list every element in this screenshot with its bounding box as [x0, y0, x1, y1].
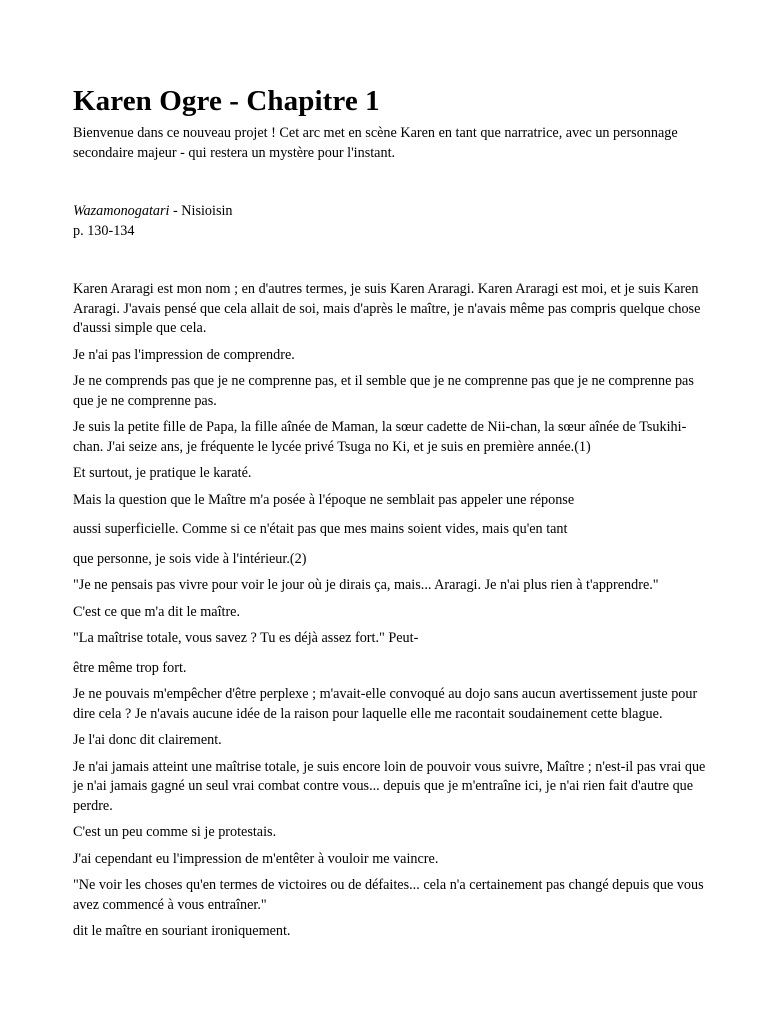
paragraph: Je l'ai donc dit clairement. [73, 732, 222, 748]
source-author: Nisioisin [181, 203, 233, 219]
paragraph: Je ne pouvais m'empêcher d'être perplexe ; m'avait-elle convoqué au dojo sans aucun avertissement juste pour dire cela ? Je n'avais aucune idée de la raison pour laquelle elle me racontait soudainement cette blague. [73, 686, 698, 722]
paragraph: Et surtout, je pratique le karaté. [73, 465, 252, 481]
paragraph: être même trop fort. [73, 659, 187, 676]
page-title: Karen Ogre - Chapitre 1 [73, 85, 380, 117]
paragraph: aussi superficielle. Comme si ce n'était pas que mes mains soient vides, mais qu'en tant [73, 521, 568, 537]
document-page [73, 84, 713, 949]
paragraph: "Ne voir les choses qu'en termes de victoires ou de défaites... cela n'a certainement pas changé depuis que vous avez commencé à vous entraîner." [73, 877, 704, 913]
source-line [73, 201, 713, 221]
paragraph: "Je ne pensais pas vivre pour voir le jour où je dirais ça, mais... Araragi. Je n'ai plus rien à t'apprendre." [73, 577, 659, 593]
paragraph: que personne, je sois vide à l'intérieur.(2) [73, 550, 307, 567]
paragraph: "La maîtrise totale, vous savez ? Tu es déjà assez fort." Peut- [73, 630, 419, 646]
paragraph: Je n'ai jamais atteint une maîtrise totale, je suis encore loin de pouvoir vous suivre, Maître ; n'est-il pas vrai que je n'ai jamais gagné un seul vrai combat contre vous... depuis que je m'entraîne ici, je n'ai rien fait d'autre que perdre. [73, 758, 706, 814]
story-body [73, 280, 713, 942]
paragraph: Mais la question que le Maître m'a posée à l'époque ne semblait pas appeler une réponse [73, 491, 575, 508]
source-separator: - [169, 203, 182, 219]
intro-paragraph: Bienvenue dans ce nouveau projet ! Cet arc met en scène Karen en tant que narratrice, avec un personnage secondaire majeur - qui restera un mystère pour l'instant. [73, 125, 678, 161]
paragraph: dit le maître en souriant ironiquement. [73, 923, 291, 939]
paragraph: Karen Araragi est mon nom ; en d'autres termes, je suis Karen Araragi. Karen Araragi est moi, et je suis Karen Araragi. J'avais pensé que cela allait de soi, mais d'après le maître, je n'avais même pas compris quelque chose d'aussi simple que cela. [73, 281, 701, 336]
paragraph: Je ne comprends pas que je ne comprenne pas, et il semble que je ne comprenne pas que je ne comprenne pas que je ne comprenne pas. [73, 373, 694, 409]
source-citation [73, 201, 713, 241]
paragraph: C'est un peu comme si je protestais. [73, 824, 277, 840]
paragraph: Je suis la petite fille de Papa, la fille aînée de Maman, la sœur cadette de Nii-chan, la sœur aînée de Tsukihi-chan. J'ai seize ans, je fréquente le lycée privé Tsuga no Ki, et je suis en première année.(1) [73, 419, 687, 455]
source-work: Wazamonogatari [73, 203, 170, 219]
paragraph: J'ai cependant eu l'impression de m'entêter à vouloir me vaincre. [73, 850, 439, 867]
source-pages: p. 130-134 [73, 223, 135, 239]
paragraph: C'est ce que m'a dit le maître. [73, 603, 241, 620]
paragraph: Je n'ai pas l'impression de comprendre. [73, 346, 295, 363]
